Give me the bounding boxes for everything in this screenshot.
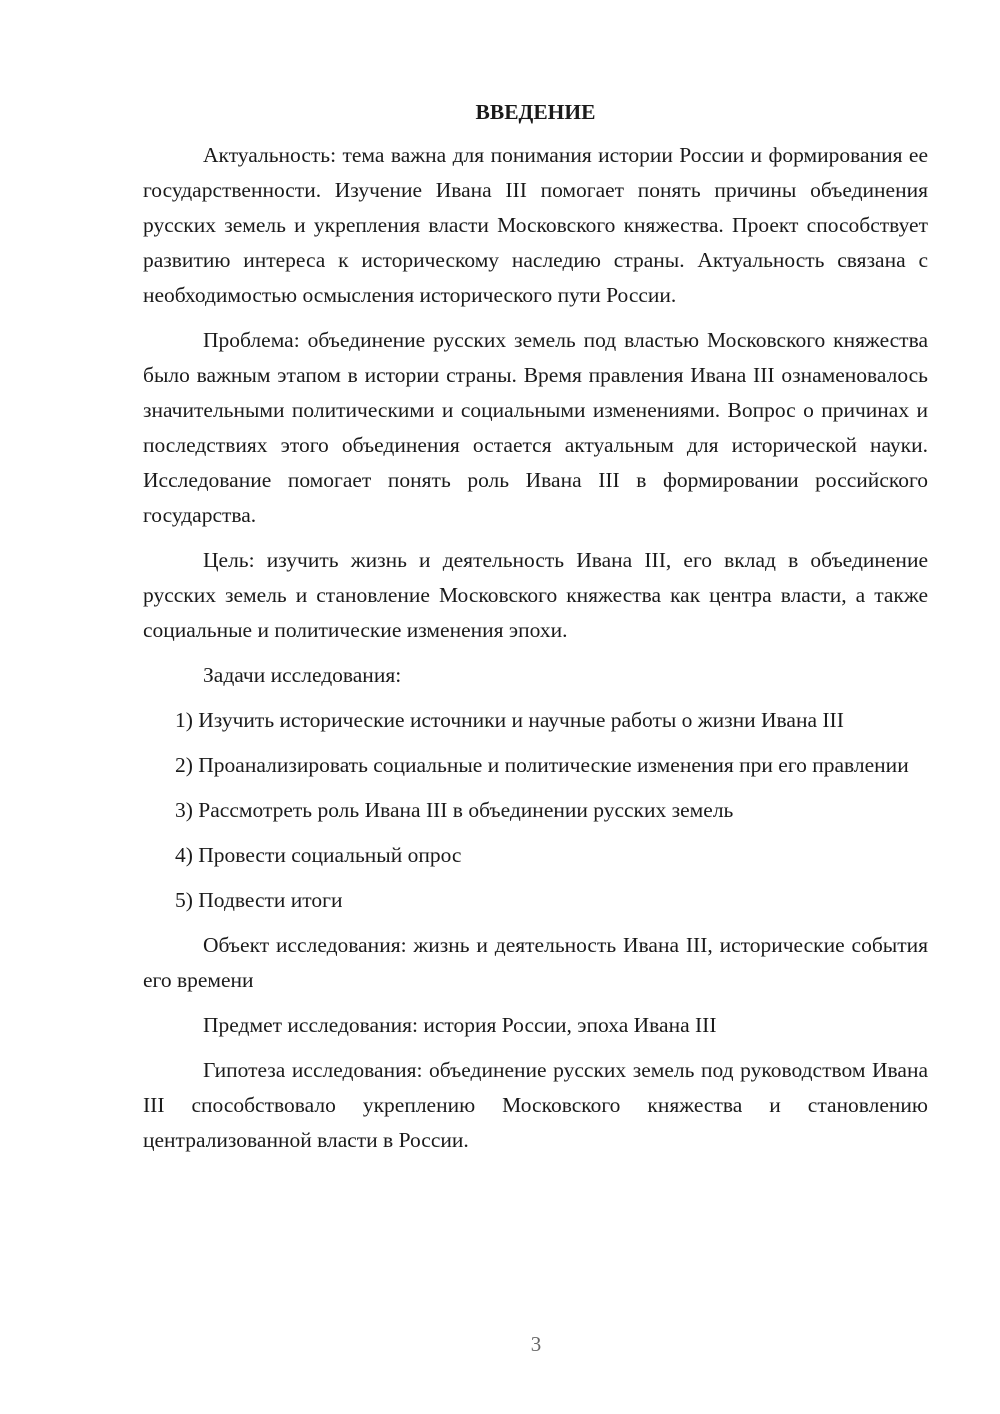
task-item-4: 4) Провести социальный опрос (175, 843, 462, 867)
object-paragraph: Объект исследования: жизнь и деятельность Ивана III, исторические события его времени (143, 933, 928, 992)
document-page (143, 96, 928, 1168)
task-item-1: 1) Изучить исторические источники и научные работы о жизни Ивана III (175, 708, 844, 732)
subject-paragraph: Предмет исследования: история России, эпоха Ивана III (203, 1013, 717, 1037)
task-item-2: 2) Проанализировать социальные и политические изменения при его правлении (175, 753, 909, 777)
task-item-3: 3) Рассмотреть роль Ивана III в объединении русских земель (175, 798, 734, 822)
relevance-paragraph: Актуальность: тема важна для понимания истории России и формирования ее государственности. Изучение Ивана III помогает понять причины объединения русских земель и укрепления власти Московского княжества. Проект способствует развитию интереса к историческому наследию страны. Актуальность связана с необходимостью осмысления исторического пути России. (143, 143, 928, 307)
task-item-5: 5) Подвести итоги (175, 888, 343, 912)
goal-paragraph: Цель: изучить жизнь и деятельность Ивана III, его вклад в объединение русских земель и становление Московского княжества как центра власти, а также социальные и политические изменения эпохи. (143, 548, 928, 642)
tasks-heading: Задачи исследования: (203, 663, 402, 687)
problem-paragraph: Проблема: объединение русских земель под властью Московского княжества было важным этапом в истории страны. Время правления Ивана III ознаменовалось значительными политическими и социальными изменениями. Вопрос о причинах и последствиях этого объединения остается актуальным для исторической науки. Исследование помогает понять роль Ивана III в формировании российского государства. (143, 328, 928, 527)
page-title: ВВЕДЕНИЕ (475, 100, 596, 124)
hypothesis-paragraph: Гипотеза исследования: объединение русских земель под руководством Ивана III способствовало укреплению Московского княжества и становлению централизованной власти в России. (143, 1058, 928, 1152)
page-number: 3 (530, 1332, 542, 1356)
